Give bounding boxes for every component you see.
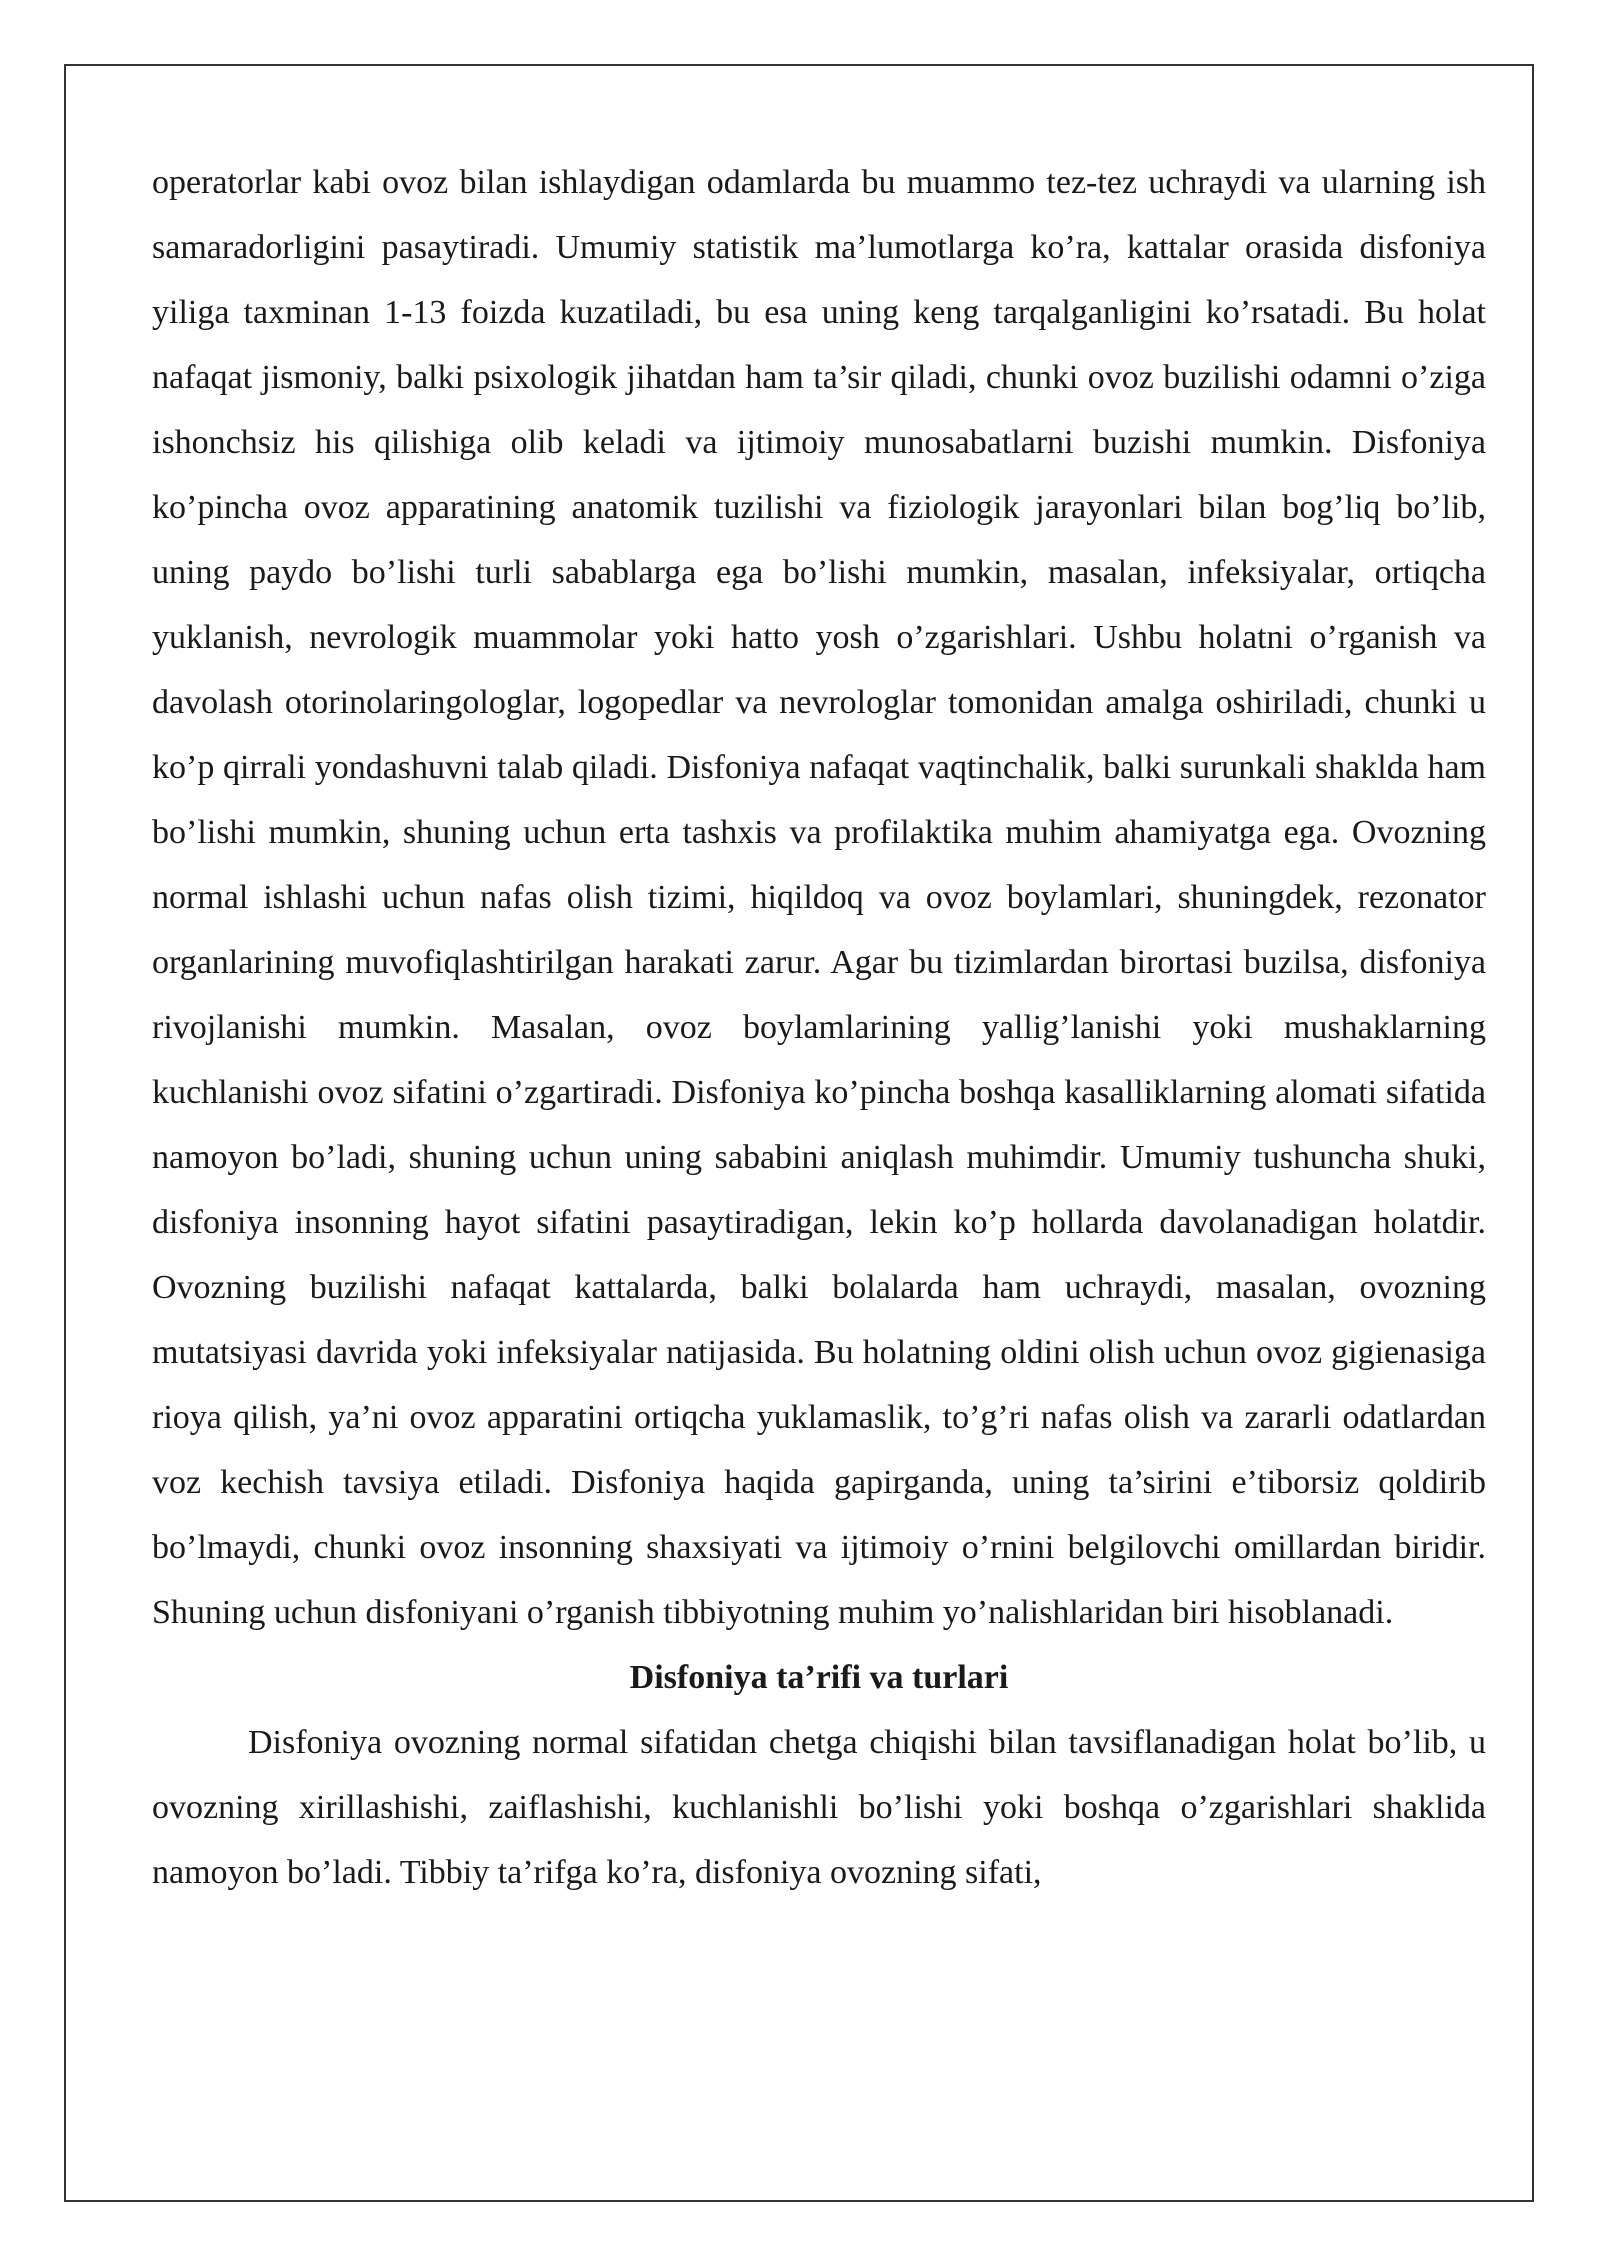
section-intro-paragraph: Disfoniya ovozning normal sifatidan chetga chiqishi bilan tavsiflanadigan holat bo’lib, u ovozning xirillashishi, zaiflashishi, kuchlanishli bo’lishi yoki boshqa o’zgarishlari shaklida namoyon bo’ladi. Tibbiy ta’rifga ko’ra, disfoniya ovozning sifati, — [152, 1724, 1486, 1891]
section-heading: Disfoniya ta’rifi va turlari — [629, 1659, 1009, 1696]
body-paragraph: operatorlar kabi ovoz bilan ishlaydigan odamlarda bu muammo tez-tez uchraydi va ularning ish samaradorligini pasaytiradi. Umumiy statistik ma’lumotlarga ko’ra, kattalar orasida disfoniya yiliga taxminan 1-13 foizda kuzatiladi, bu esa uning keng tarqalganligini ko’rsatadi. Bu holat nafaqat jismoniy, balki psixologik jihatdan ham ta’sir qiladi, chunki ovoz buzilishi odamni o’ziga ishonchsiz his qilishiga olib keladi va ijtimoiy munosabatlarni buzishi mumkin. Disfoniya ko’pincha ovoz apparatining anatomik tuzilishi va fiziologik jarayonlari bilan bog’liq bo’lib, uning paydo bo’lishi turli sabablarga ega bo’lishi mumkin, masalan, infeksiyalar, ortiqcha yuklanish, nevrologik muammolar yoki hatto yosh o’zgarishlari. Ushbu holatni o’rganish va davolash otorinolaringologlar, logopedlar va nevrologlar tomonidan amalga oshiriladi, chunki u ko’p qirrali yondashuvni talab qiladi. Disfoniya nafaqat vaqtinchalik, balki surunkali shaklda ham bo’lishi mumkin, shuning uchun erta tashxis va profilaktika muhim ahamiyatga ega. Ovozning normal ishlashi uchun nafas olish tizimi, hiqildoq va ovoz boylamlari, shuningdek, rezonator organlarining muvofiqlashtirilgan harakati zarur. Agar bu tizimlardan birortasi buzilsa, disfoniya rivojlanishi mumkin. Masalan, ovoz boylamlarining yallig’lanishi yoki mushaklarning kuchlanishi ovoz sifatini o’zgartiradi. Disfoniya ko’pincha boshqa kasalliklarning alomati sifatida namoyon bo’ladi, shuning uchun uning sababini aniqlash muhimdir. Umumiy tushuncha shuki, disfoniya insonning hayot sifatini pasaytiradigan, lekin ko’p hollarda davolanadigan holatdir. Ovozning buzilishi nafaqat kattalarda, balki bolalarda ham uchraydi, masalan, ovozning mutatsiyasi davrida yoki infeksiyalar natijasida. Bu holatning oldini olish uchun ovoz gigienasiga rioya qilish, ya’ni ovoz apparatini ortiqcha yuklamaslik, to’g’ri nafas olish va zararli odatlardan voz kechish tavsiya etiladi. Disfoniya haqida gapirganda, uning ta’sirini e’tiborsiz qoldirib bo’lmaydi, chunki ovoz insonning shaxsiyati va ijtimoiy o’rnini belgilovchi omillardan biridir. Shuning uchun disfoniyani o’rganish tibbiyotning muhim yo’nalishlaridan biri hisoblanadi. — [152, 164, 1486, 1631]
document-body — [152, 150, 1486, 1905]
